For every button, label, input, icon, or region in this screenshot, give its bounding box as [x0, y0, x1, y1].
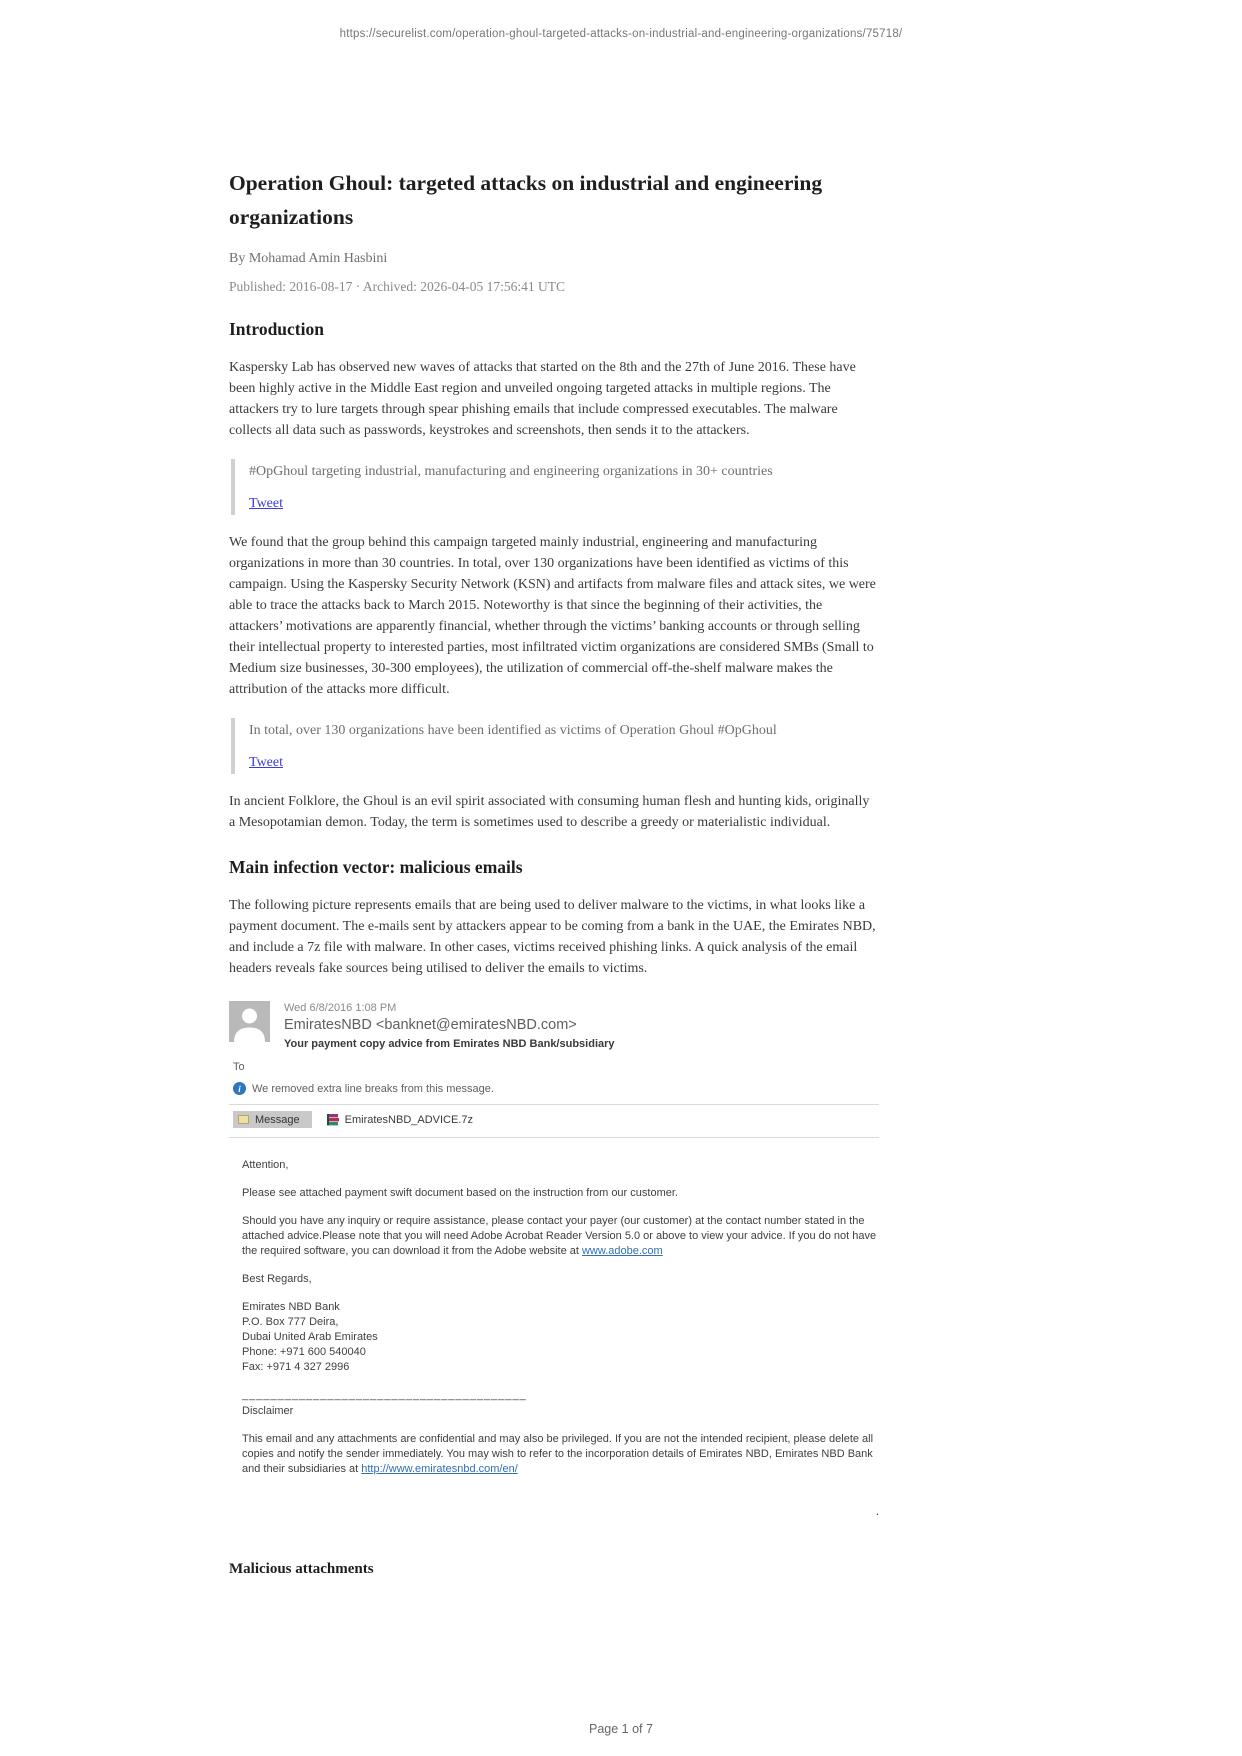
section-heading-infection-vector: Main infection vector: malicious emails	[229, 857, 523, 877]
archive-attachment-icon	[326, 1113, 340, 1127]
person-silhouette-icon	[229, 1001, 270, 1042]
email-notice-text: We removed extra line breaks from this message.	[252, 1082, 494, 1095]
page-title: Operation Ghoul: targeted attacks on industrial and engineering organizations	[229, 171, 823, 229]
email-paragraph-text: Should you have any inquiry or require assistance, please contact your payer (our customer) at the contact number stated in the attached advice.Please note that you will need Adobe Acrobat Reader Version 5.0 or above to view your advice. If you do not have the required software, you can download it from the Adobe website at	[242, 1215, 877, 1257]
emiratesnbd-link-text: http://www.emiratesnbd.com/en/	[361, 1463, 518, 1475]
paragraph-intro-1: Kaspersky Lab has observed new waves of attacks that started on the 8th and the 27th of June 2016. These have been highly active in the Middle East region and unveiled ongoing targeted attacks in multiple regions. The attackers try to lure targets through spear phishing emails that include compressed executables. The malware collects all data such as passwords, keystrokes and screenshots, then sends it to the attackers.	[229, 360, 856, 438]
page-number: Page 1 of 7	[589, 1722, 653, 1736]
email-paragraph: Please see attached payment swift document based on the instruction from our customer.	[242, 1187, 678, 1199]
tweet-blockquote-2	[231, 718, 879, 774]
message-tab	[233, 1111, 312, 1128]
tweet-link-1[interactable]: Tweet	[249, 496, 284, 511]
email-paragraph	[242, 1214, 879, 1259]
article	[229, 166, 879, 1578]
section-heading-malicious-attachments: Malicious attachments	[229, 1561, 374, 1577]
email-salutation: Attention,	[242, 1159, 289, 1171]
attachment-name: EmiratesNBD_ADVICE.7z	[344, 1113, 474, 1126]
blockquote-text: #OpGhoul targeting industrial, manufacturing and engineering organizations in 30+ countries	[249, 464, 773, 479]
email-regards: Best Regards,	[242, 1273, 312, 1285]
paragraph-intro-3: In ancient Folklore, the Ghoul is an evil spirit associated with consuming human flesh and hunting kids, originally a Mesopotamian demon. Today, the term is sometimes used to describe a greedy or materialistic individual.	[229, 794, 870, 830]
email-notice	[229, 1082, 879, 1095]
envelope-icon	[238, 1115, 249, 1124]
print-url-header: https://securelist.com/operation-ghoul-targeted-attacks-on-industrial-and-engineering-organizations/75718/	[339, 28, 903, 40]
underscore-separator: ________________________________________	[242, 1389, 527, 1401]
adobe-link-text: www.adobe.com	[581, 1245, 663, 1257]
divider	[229, 1137, 879, 1138]
avatar	[229, 1001, 270, 1042]
signature-line: Fax: +971 4 327 2996	[242, 1361, 350, 1373]
tweet-link-2[interactable]: Tweet	[249, 755, 284, 770]
blockquote-text: In total, over 130 organizations have been identified as victims of Operation Ghoul #OpGhoul	[249, 723, 777, 738]
email-screenshot-image	[229, 1001, 879, 1477]
info-icon: i	[233, 1082, 246, 1095]
email-body	[229, 1158, 879, 1477]
divider	[229, 1104, 879, 1105]
byline: By Mohamad Amin Hasbini	[229, 251, 388, 266]
paragraph-vector-1: The following picture represents emails that are being used to deliver malware to the victims, in what looks like a payment document. The e-mails sent by attackers appear to be coming from a bank in the UAE, the Emirates NBD, and include a 7z file with malware. In other cases, victims received phishing links. A quick analysis of the email headers reveals fake sources being utilised to deliver the emails to victims.	[229, 898, 876, 976]
message-tab-label: Message	[255, 1113, 300, 1126]
signature-line: P.O. Box 777 Deira,	[242, 1316, 339, 1328]
signature-line: Emirates NBD Bank	[242, 1301, 340, 1313]
disclaimer-heading: Disclaimer	[242, 1405, 294, 1417]
section-heading-introduction: Introduction	[229, 319, 324, 339]
email-header	[229, 1001, 879, 1050]
email-to-label: To	[233, 1061, 245, 1073]
paragraph-intro-2: We found that the group behind this campaign targeted mainly industrial, engineering and manufacturing organizations in more than 30 countries. In total, over 130 organizations have been identified as victims of this campaign. Using the Kaspersky Security Network (KSN) and artifacts from malware files and attack sites, we were able to trace the attacks back to March 2015. Noteworthy is that since the beginning of their activities, the attackers’ motivations are apparently financial, whether through the victims’ banking accounts or through selling their intellectual property to interested parties, most infiltrated victim organizations are considered SMBs (Small to Medium size businesses, 30-300 employees), the utilization of commercial off-the-shelf malware makes the attribution of the attacks more difficult.	[229, 535, 876, 697]
signature-line: Dubai United Arab Emirates	[242, 1331, 378, 1343]
disclaimer-text: This email and any attachments are confidential and may also be privileged. If you are not the intended recipient, please delete all copies and notify the sender immediately. You may wish to refer to the incorporation details of Emirates NBD, Emirates NBD Bank and their subsidiaries at	[242, 1433, 874, 1475]
tweet-blockquote-1	[231, 459, 879, 515]
email-header-meta	[284, 1001, 615, 1050]
image-trailing-period: .	[875, 1503, 879, 1518]
attachment-item	[326, 1113, 473, 1127]
email-attachment-bar	[229, 1111, 879, 1128]
email-date: Wed 6/8/2016 1:08 PM	[284, 1002, 397, 1014]
email-signature	[242, 1300, 879, 1375]
signature-line: Phone: +971 600 540040	[242, 1346, 366, 1358]
email-sender: EmiratesNBD <banknet@emiratesNBD.com>	[284, 1017, 577, 1033]
email-subject: Your payment copy advice from Emirates NBD Bank/subsidiary	[284, 1038, 615, 1050]
published-archived-meta: Published: 2016-08-17 · Archived: 2026-04-05 17:56:41 UTC	[229, 279, 565, 294]
email-disclaimer	[242, 1432, 879, 1477]
